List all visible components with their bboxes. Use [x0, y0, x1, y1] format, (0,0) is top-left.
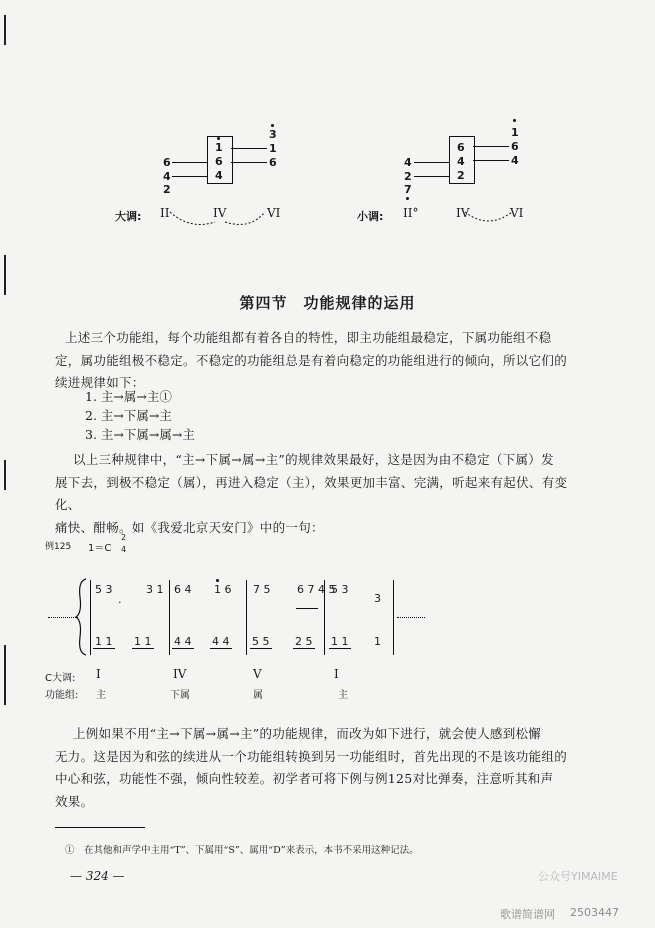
chord-roman: IV: [213, 206, 227, 220]
left-note: 6: [163, 156, 171, 169]
rule-list: [85, 387, 195, 444]
text-line: 上述三个功能组，每个功能组都有着各自的特性，即主功能组最稳定，下属功能组不稳: [65, 330, 552, 345]
function-name: 主: [338, 690, 348, 701]
octave-dot: [216, 579, 219, 582]
octave-dot: [513, 119, 516, 122]
connector-line: [231, 148, 267, 149]
rule-item: 2. 主→下属→主: [85, 408, 172, 423]
chord-roman: VI: [267, 206, 281, 220]
note: 6 7 4 5: [297, 583, 336, 596]
left-note: 7: [404, 183, 412, 196]
scan-edge-mark: [4, 255, 6, 295]
right-note: 6: [511, 140, 519, 153]
text-line: 效果。: [55, 793, 94, 809]
box-note: 1: [215, 141, 223, 154]
left-note: 2: [404, 170, 412, 183]
paragraph-2: [55, 449, 585, 539]
connector-line: [414, 162, 449, 163]
connector-line: [231, 162, 267, 163]
text-line: 展下去，到极不稳定（属），再进入稳定（主），效果更加丰富、完满，听起来有起伏、有变化、: [55, 474, 568, 512]
note: 3 1: [146, 583, 164, 596]
right-note: 4: [511, 154, 519, 167]
note: 6 4: [174, 583, 192, 596]
watermark-brand: 歌谱简谱网: [500, 908, 555, 921]
bass-note: 2 5: [295, 635, 313, 648]
connector-line: [473, 160, 509, 161]
beam: [210, 648, 232, 649]
beam: [93, 648, 115, 649]
chord-roman: II°: [403, 206, 419, 220]
meter-bottom: 4: [121, 545, 127, 554]
paragraph-3: [55, 723, 585, 813]
bass-note: 1 1: [134, 635, 152, 648]
analysis-roman: I: [334, 667, 339, 681]
connector-line: [172, 162, 207, 163]
bass-note: 1 1: [331, 635, 349, 648]
minor-label: 小调:: [357, 210, 384, 223]
chord-roman: II: [160, 206, 170, 220]
text-line: 痛快、酣畅。如《我爱北京天安门》中的一句：: [55, 519, 324, 535]
note: ·: [118, 596, 122, 609]
scan-edge-mark: [4, 645, 6, 705]
function-name: 下属: [170, 690, 190, 701]
barline: [246, 580, 247, 655]
box-note: 6: [215, 155, 223, 168]
box-note: 6: [457, 141, 465, 154]
text-line: 以上三种规律中，“主→下属→属→主”的规律效果最好，这是因为由不稳定（下属）发: [73, 452, 554, 467]
chord-roman: IV: [456, 206, 470, 220]
key-label: C大调:: [45, 673, 76, 684]
bass-note: 1 1: [95, 635, 113, 648]
bass-note: 4 4: [212, 635, 230, 648]
system-brace: [74, 577, 90, 657]
beam: [250, 648, 272, 649]
text-line: 中心和弦，功能性不强，倾向性较差。初学者可将下例与例125对比弹奏，注意听其和声: [55, 771, 554, 786]
note: 3: [374, 592, 381, 605]
scan-edge-mark: [4, 15, 6, 45]
leader-dots: [397, 617, 425, 618]
beam: [172, 648, 194, 649]
box-note: 4: [215, 169, 223, 182]
text-line: 上例如果不用“主→下属→属→主”的功能规律，而改为如下进行，就会使人感到松懈: [73, 726, 542, 741]
connector-line: [414, 176, 449, 177]
key-signature: 1＝C: [88, 543, 112, 554]
section-title: 第四节 功能规律的运用: [239, 294, 416, 312]
major-label: 大调:: [115, 210, 142, 223]
progression-arc: [165, 208, 275, 230]
left-note: 4: [404, 156, 412, 169]
page-number: — 324 —: [70, 869, 125, 883]
beam: [293, 648, 315, 649]
beam: [329, 648, 351, 649]
box-note: 4: [457, 155, 465, 168]
box-note: 2: [457, 169, 465, 182]
watermark-site: 公众号YIMAIME: [538, 870, 618, 883]
octave-dot: [217, 137, 220, 140]
progression-arc: [460, 208, 520, 228]
text-line: 无力。这是因为和弦的续进从一个功能组转换到另一功能组时，首先出现的不是该功能组的: [55, 748, 568, 764]
rule-item: 1. 主→属→主①: [85, 389, 172, 404]
text-line: 定，属功能组极不稳定。不稳定的功能组总是有着向稳定的功能组进行的倾向，所以它们的: [55, 352, 568, 368]
function-name: 属: [253, 690, 263, 701]
bass-note: 1: [374, 635, 381, 648]
function-label: 功能组:: [45, 690, 79, 701]
watermark-id: 2503447: [570, 906, 619, 919]
analysis-roman: IV: [173, 667, 187, 681]
text-line: 续进规律如下：: [55, 375, 145, 390]
note: 5 3: [331, 583, 349, 596]
octave-dot: [271, 124, 274, 127]
left-note: 4: [163, 170, 171, 183]
footnote: ① 在其他和声学中主用“T”、下属用“S”、属用“D”来表示，本书不采用这种记法。: [65, 845, 419, 856]
right-note: 6: [269, 156, 277, 169]
bass-note: 4 4: [174, 635, 192, 648]
right-note: 1: [511, 126, 519, 139]
chord-roman: VI: [510, 206, 524, 220]
connector-line: [172, 176, 207, 177]
note: 1 6: [214, 583, 232, 596]
barline: [90, 580, 91, 655]
note: 5 3: [95, 583, 113, 596]
paragraph-1: [55, 327, 585, 395]
barline: [393, 580, 394, 655]
beam: [132, 648, 154, 649]
connector-line: [473, 146, 509, 147]
barline: [169, 580, 170, 655]
footnote-rule: [55, 827, 145, 828]
right-note: 3: [269, 128, 277, 141]
function-name: 主: [96, 690, 106, 701]
example-label: 例125: [45, 542, 72, 552]
note: 7 5: [253, 583, 271, 596]
beam: [296, 608, 318, 609]
left-note: 2: [163, 183, 171, 196]
analysis-roman: I: [96, 667, 101, 681]
bass-note: 5 5: [252, 635, 270, 648]
scan-edge-mark: [4, 460, 6, 490]
octave-dot: [406, 197, 409, 200]
right-note: 1: [269, 142, 277, 155]
meter-top: 2: [121, 533, 127, 542]
rule-item: 3. 主→下属→属→主: [85, 427, 195, 442]
analysis-roman: V: [253, 667, 262, 681]
